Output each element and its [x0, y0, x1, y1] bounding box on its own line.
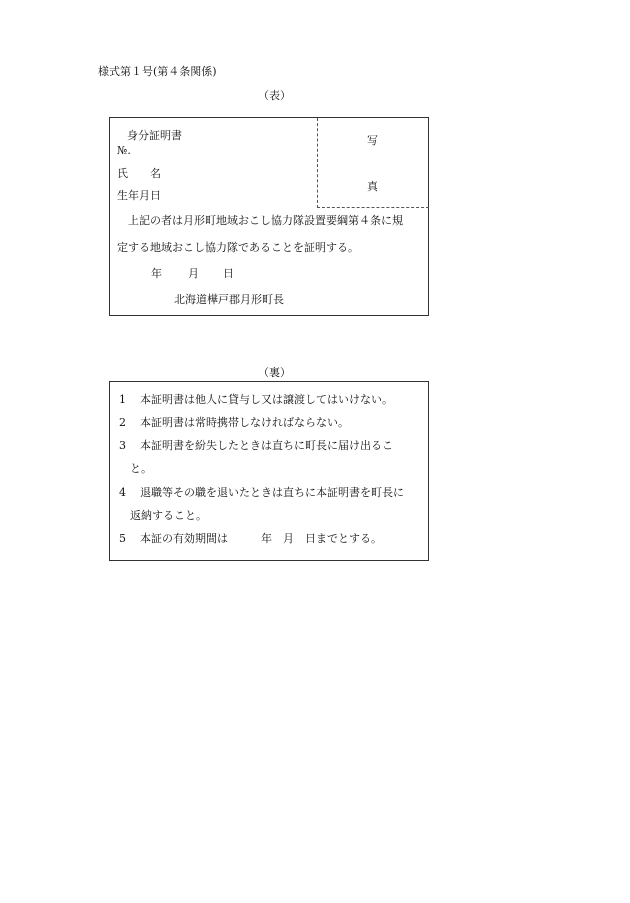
- statement-line-2: 定する地域おこし協力隊であることを証明する。: [117, 241, 359, 254]
- item-3-number: 3: [119, 439, 126, 452]
- photo-label-2: 真: [367, 180, 378, 193]
- item-5-text: 本証の有効期間は 年 月 日までとする。: [140, 532, 382, 545]
- back-card: [109, 381, 429, 561]
- date-year-label: 年: [151, 267, 162, 280]
- date-day-label: 日: [223, 267, 234, 280]
- form-number: 様式第１号(第４条関係): [98, 65, 217, 78]
- name-label: 氏 名: [117, 167, 161, 180]
- number-label: №.: [117, 144, 131, 157]
- front-label: （表）: [258, 89, 291, 102]
- front-card: [109, 117, 429, 316]
- statement-line-1: 上記の者は月形町地域おこし協力隊設置要綱第４条に規: [128, 214, 403, 227]
- card-title: 身分証明書: [127, 129, 182, 142]
- item-3-text-line-1: 本証明書を紛失したときは直ちに町長に届け出るこ: [140, 439, 393, 452]
- item-4-number: 4: [119, 486, 126, 499]
- item-1-number: 1: [119, 393, 126, 406]
- item-4-text-line-1: 退職等その職を退いたときは直ちに本証明書を町長に: [140, 486, 404, 499]
- item-2-text: 本証明書は常時携帯しなければならない。: [140, 416, 349, 429]
- item-5-number: 5: [119, 532, 126, 545]
- item-1-text: 本証明書は他人に貸与し又は譲渡してはいけない。: [140, 393, 393, 406]
- issuer: 北海道樺戸郡月形町長: [174, 293, 284, 306]
- date-month-label: 月: [188, 267, 199, 280]
- photo-label-1: 写: [367, 134, 378, 147]
- item-2-number: 2: [119, 416, 126, 429]
- photo-area: [317, 118, 429, 208]
- back-label: （裏）: [258, 366, 291, 379]
- item-4-text-line-2: 返納すること。: [130, 509, 207, 522]
- item-3-text-line-2: と。: [130, 462, 152, 475]
- birthdate-label: 生年月日: [117, 189, 161, 202]
